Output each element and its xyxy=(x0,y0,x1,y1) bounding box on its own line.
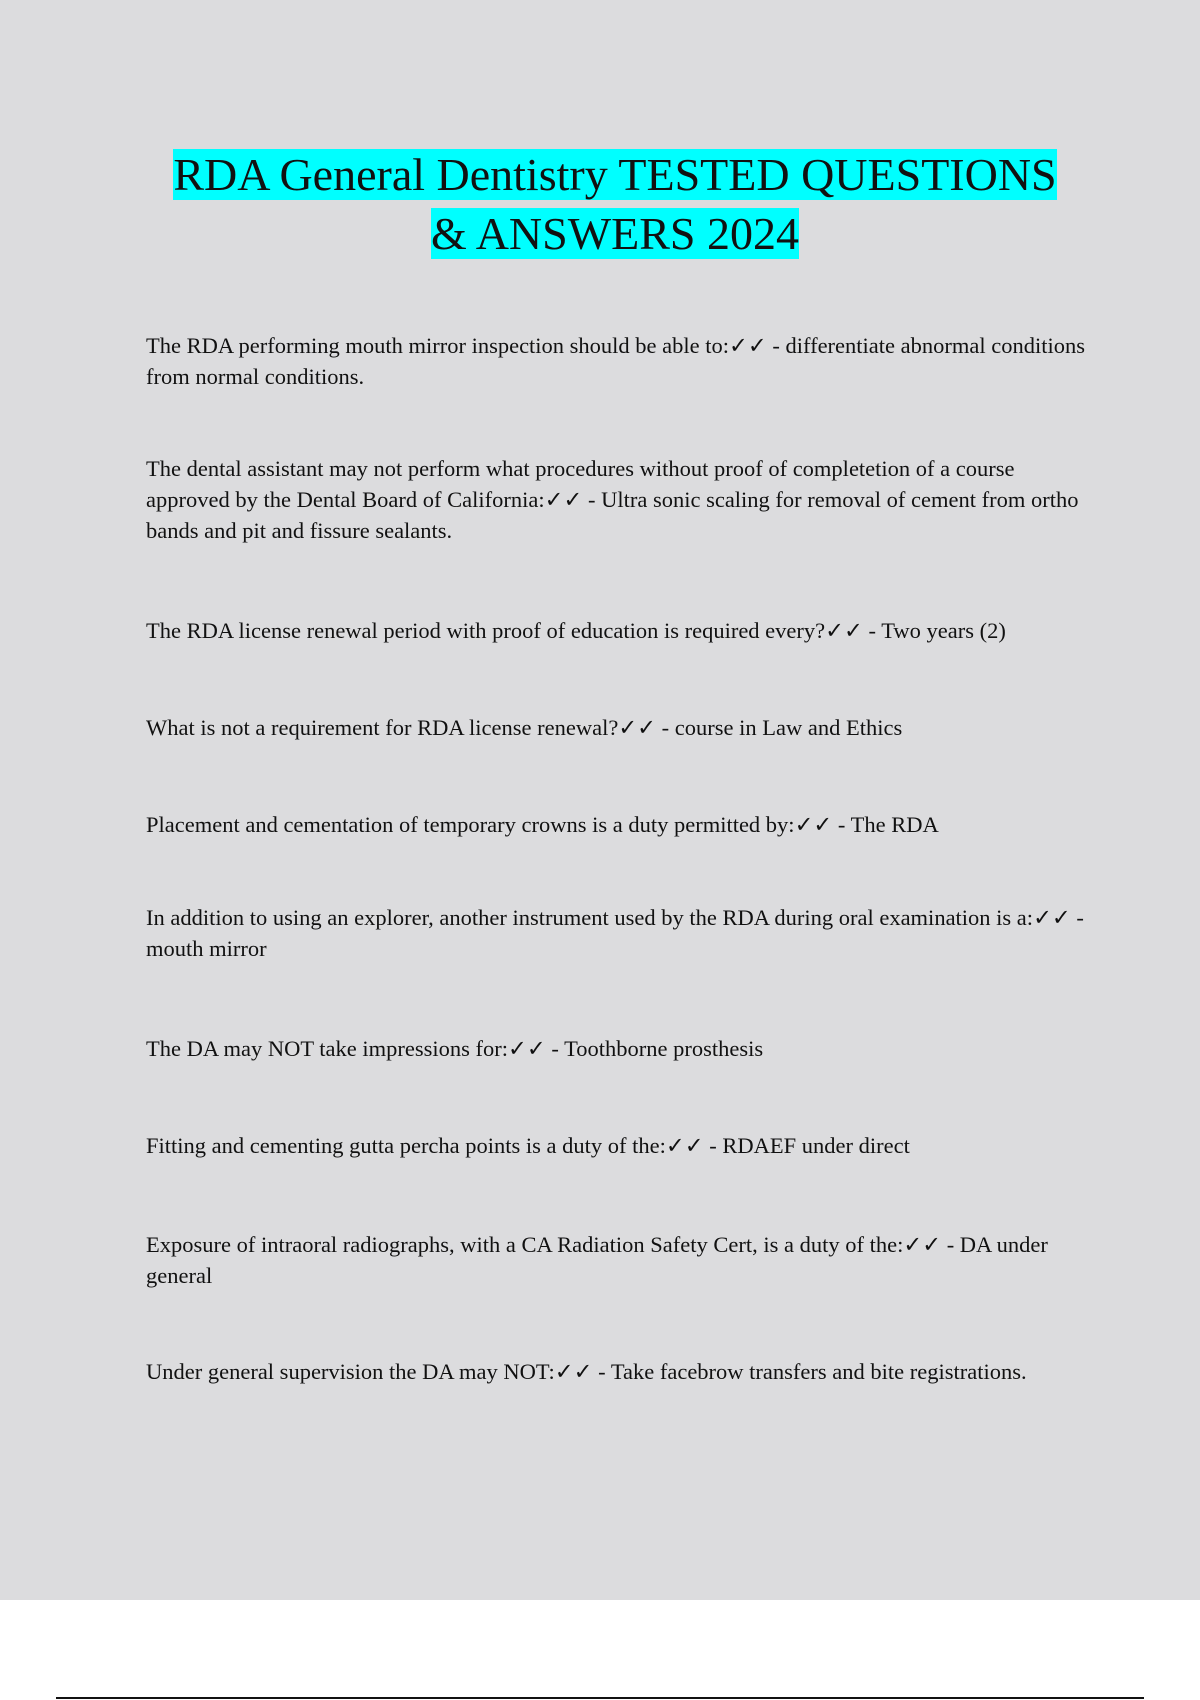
answer-text: - mouth mirror xyxy=(146,905,1084,961)
document-title xyxy=(100,145,1130,263)
double-check-icon: ✓✓ xyxy=(1033,905,1071,930)
question-text: What is not a requirement for RDA license renewal? xyxy=(146,715,619,740)
question-text: The RDA performing mouth mirror inspection should be able to: xyxy=(146,333,730,358)
question-text: Placement and cementation of temporary crowns is a duty permitted by: xyxy=(146,812,795,837)
answer-text: - Ultra sonic scaling for removal of cement from ortho bands and pit and fissure sealants. xyxy=(146,487,1079,543)
question-text: Under general supervision the DA may NOT: xyxy=(146,1359,555,1384)
double-check-icon: ✓✓ xyxy=(544,487,583,512)
qa-item xyxy=(146,712,1086,743)
footer-divider xyxy=(56,1697,1144,1699)
question-text: Fitting and cementing gutta percha points is a duty of the: xyxy=(146,1133,666,1158)
qa-item xyxy=(146,1033,1086,1064)
answer-text: - course in Law and Ethics xyxy=(656,715,903,740)
answer-text: - RDAEF under direct xyxy=(703,1133,910,1158)
title-line-2: & ANSWERS 2024 xyxy=(430,208,800,259)
answer-text: - Toothborne prosthesis xyxy=(545,1036,764,1061)
question-text: The DA may NOT take impressions for: xyxy=(146,1036,509,1061)
answer-text: - Take facebrow transfers and bite registrations. xyxy=(592,1359,1027,1384)
qa-item xyxy=(146,1356,1086,1387)
double-check-icon: ✓✓ xyxy=(825,618,863,643)
answer-text: - Two years (2) xyxy=(862,618,1006,643)
double-check-icon: ✓✓ xyxy=(903,1232,942,1257)
qa-item xyxy=(146,453,1086,546)
double-check-icon: ✓✓ xyxy=(508,1036,546,1061)
double-check-icon: ✓✓ xyxy=(618,715,657,740)
question-text: The RDA license renewal period with proof of education is required every? xyxy=(146,618,826,643)
answer-text: - The RDA xyxy=(832,812,939,837)
double-check-icon: ✓✓ xyxy=(554,1359,593,1384)
double-check-icon: ✓✓ xyxy=(794,812,833,837)
question-text: In addition to using an explorer, another instrument used by the RDA during oral examination is a: xyxy=(146,905,1034,930)
qa-item xyxy=(146,809,1086,840)
question-text: Exposure of intraoral radiographs, with a CA Radiation Safety Cert, is a duty of the: xyxy=(146,1232,904,1257)
qa-item xyxy=(146,1229,1086,1291)
double-check-icon: ✓✓ xyxy=(729,333,767,358)
answer-text: - differentiate abnormal conditions from normal conditions. xyxy=(146,333,1085,389)
title-line-1: RDA General Dentistry TESTED QUESTIONS xyxy=(173,149,1057,200)
qa-item xyxy=(146,902,1086,964)
qa-item xyxy=(146,615,1086,646)
answer-text: - DA under general xyxy=(146,1232,1048,1288)
question-text: The dental assistant may not perform what procedures without proof of completetion of a course approved by the Dental Board of California: xyxy=(146,456,1015,512)
double-check-icon: ✓✓ xyxy=(665,1133,704,1158)
qa-item xyxy=(146,330,1086,392)
qa-item xyxy=(146,1130,1086,1161)
